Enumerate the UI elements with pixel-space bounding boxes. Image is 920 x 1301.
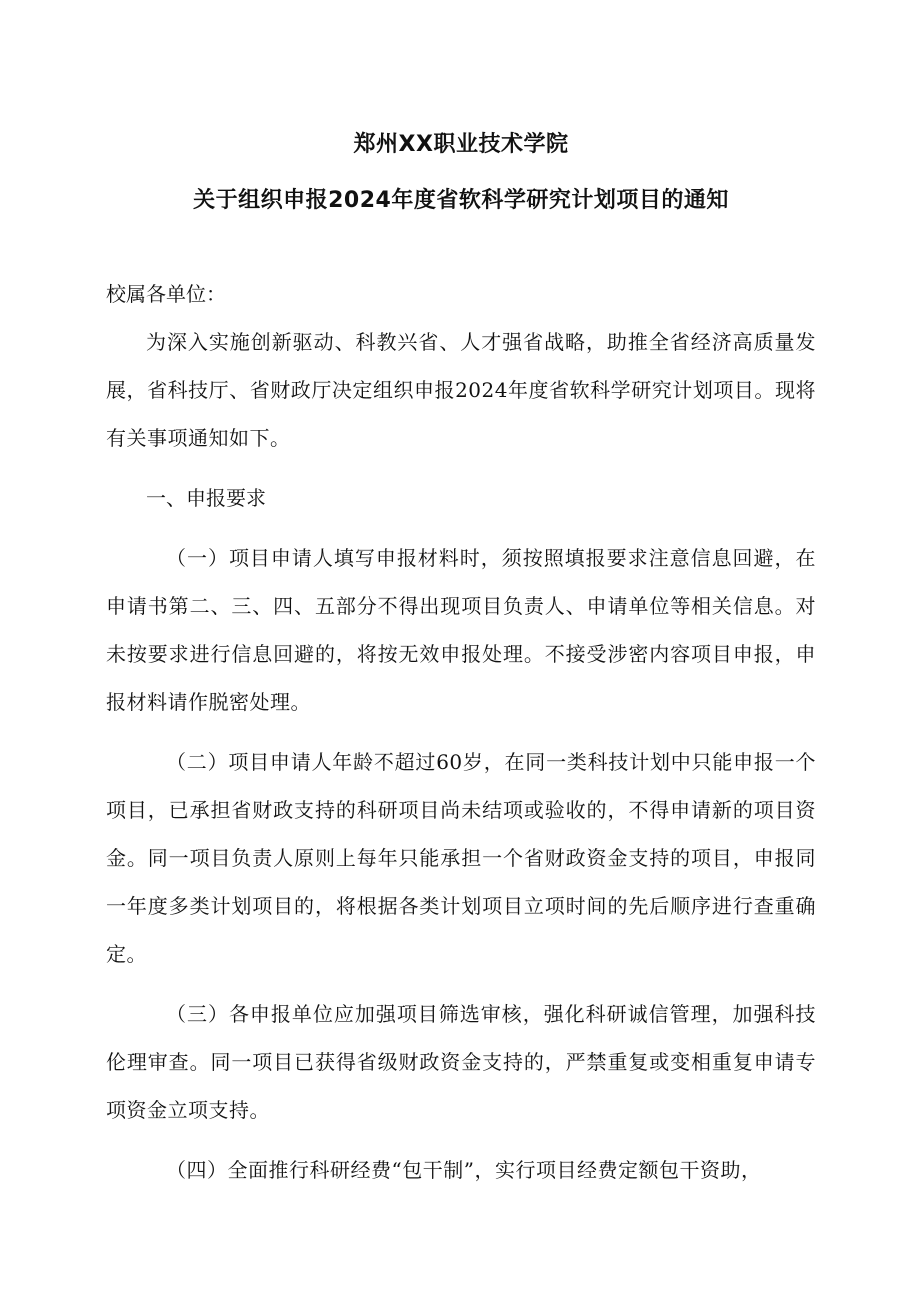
requirement-item-3: （三）各申报单位应加强项目筛选审核，强化科研诚信管理，加强科技伦理审查。同一项目已获得省级财政资金支持的，严禁重复或变相重复申请专项资金立项支持。 (106, 1002, 816, 1122)
requirement-item-2: （二）项目申请人年龄不超过60岁，在同一类科技计划中只能申报一个项目，已承担省财政支持的科研项目尚未结项或验收的，不得申请新的项目资金。同一项目负责人原则上每年只能承担一个省财政资金支持的项目，申报同一年度多类计划项目的，将根据各类计划项目立项时间的先后顺序进行查重确定。 (106, 750, 816, 966)
document-title-line1: 郑州XX职业技术学院 (353, 132, 569, 157)
requirement-item-1: （一）项目申请人填写申报材料时，须按照填报要求注意信息回避，在申请书第二、三、四、五部分不得出现项目负责人、申请单位等相关信息。对未按要求进行信息回避的，将按无效申报处理。不接受涉密内容项目申报，申报材料请作脱密处理。 (106, 546, 816, 714)
addressee: 校属各单位： (106, 282, 226, 306)
requirement-item-4: （四）全面推行科研经费“包干制”，实行项目经费定额包干资助， (166, 1158, 762, 1182)
section-heading-requirements: 一、申报要求 (146, 486, 266, 510)
document-title-line2: 关于组织申报2024年度省软科学研究计划项目的通知 (193, 188, 729, 213)
intro-paragraph: 为深入实施创新驱动、科教兴省、人才强省战略，助推全省经济高质量发展，省科技厅、省财政厅决定组织申报2024年度省软科学研究计划项目。现将有关事项通知如下。 (106, 330, 816, 450)
